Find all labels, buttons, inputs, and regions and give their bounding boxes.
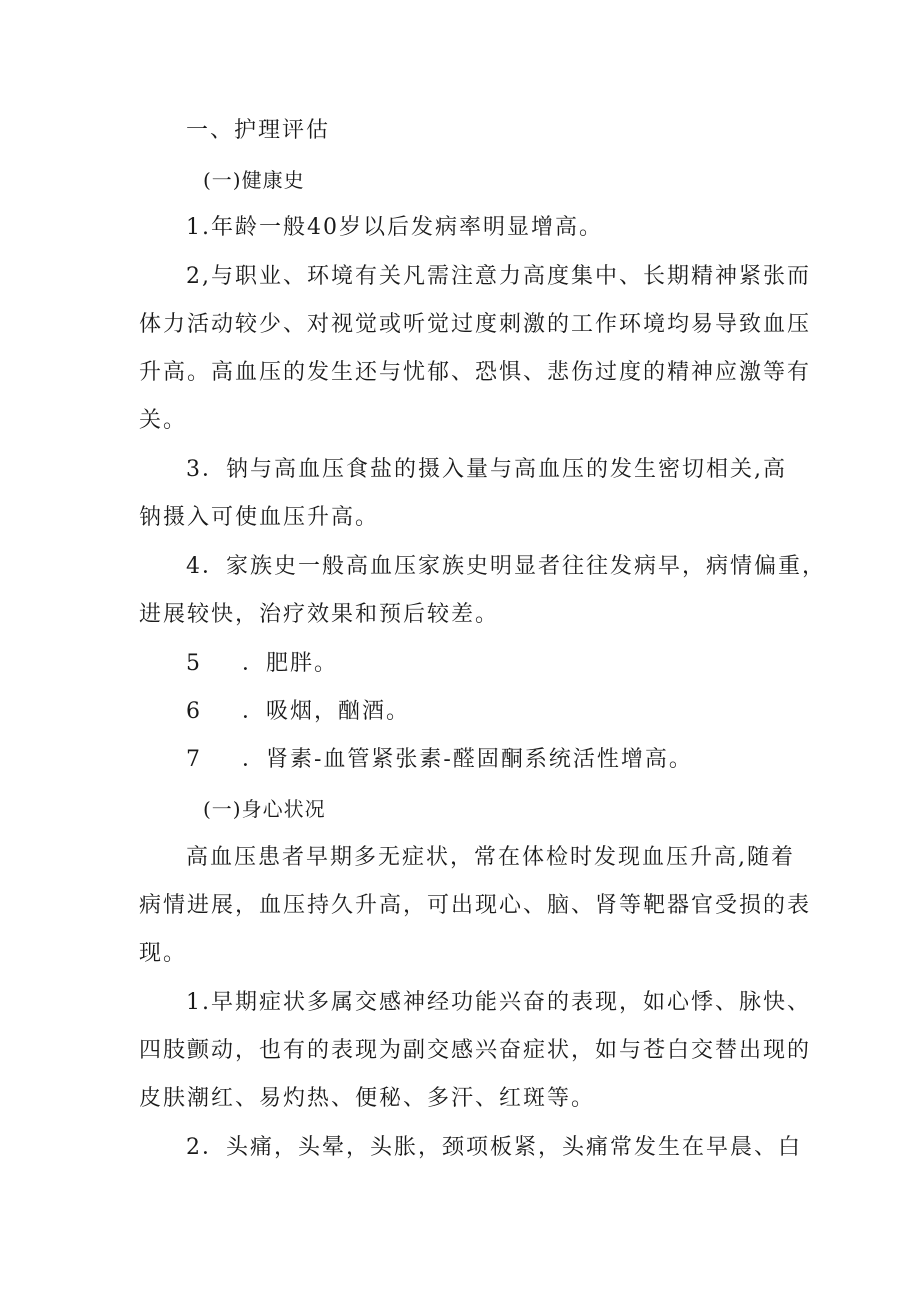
section-2-intro-line-3: 现。	[139, 941, 188, 966]
section-1-item-1: 1.年龄一般40岁以后发病率明显增高。	[186, 215, 603, 240]
section-2-title: (一)身心状况	[203, 797, 326, 821]
item-text: ．吸烟，酗酒。	[242, 699, 411, 724]
section-1-item-6	[186, 697, 410, 727]
item-number: 6	[186, 699, 202, 724]
item-text: ．肥胖。	[242, 651, 339, 676]
section-2-intro-line-1: 高血压患者早期多无症状，常在体检时发现血压升高,随着	[186, 845, 795, 870]
section-1-item-2-line-3: 升高。高血压的发生还与忧郁、恐惧、悲伤过度的精神应激等有	[139, 360, 812, 385]
item-text: ．肾素-血管紧张素-醛固酮系统活性增高。	[242, 747, 693, 772]
section-1-item-3-line-1: 3．钠与高血压食盐的摄入量与高血压的发生密切相关,高	[186, 457, 787, 482]
section-1-title: (一)健康史	[203, 168, 305, 192]
section-2-item-2-line-1: 2．头痛，头晕，头胀，颈项板紧，头痛常发生在早晨、白	[186, 1135, 802, 1160]
section-2-item-1-line-1: 1.早期症状多属交感神经功能兴奋的表现，如心悸、脉快、	[186, 990, 811, 1015]
section-1-item-3-line-2: 钠摄入可使血压升高。	[139, 505, 380, 530]
main-heading: 一、护理评估	[186, 118, 331, 143]
section-1-item-2-line-1: 2,与职业、环境有关凡需注意力高度集中、长期精神紧张而	[186, 264, 811, 289]
item-number: 7	[186, 747, 202, 772]
section-1-item-4-line-1: 4．家族史一般高血压家族史明显者往往发病早，病情偏重，	[186, 554, 826, 579]
section-1-item-2-line-2: 体力活动较少、对视觉或听觉过度刺激的工作环境均易导致血压	[139, 312, 812, 337]
section-1-item-4-line-2: 进展较快，治疗效果和预后较差。	[139, 602, 500, 627]
section-2-intro-line-2: 病情进展，血压持久升高，可出现心、脑、肾等靶器官受损的表	[139, 893, 812, 918]
section-1-item-2-line-4: 关。	[139, 408, 188, 433]
section-2-item-1-line-3: 皮肤潮红、易灼热、便秘、多汗、红斑等。	[139, 1086, 596, 1111]
section-1-item-5	[186, 649, 338, 679]
item-number: 5	[186, 651, 202, 676]
section-2-item-1-line-2: 四肢颤动，也有的表现为副交感兴奋症状，如与苍白交替出现的	[139, 1038, 812, 1063]
section-1-item-7	[186, 745, 693, 775]
